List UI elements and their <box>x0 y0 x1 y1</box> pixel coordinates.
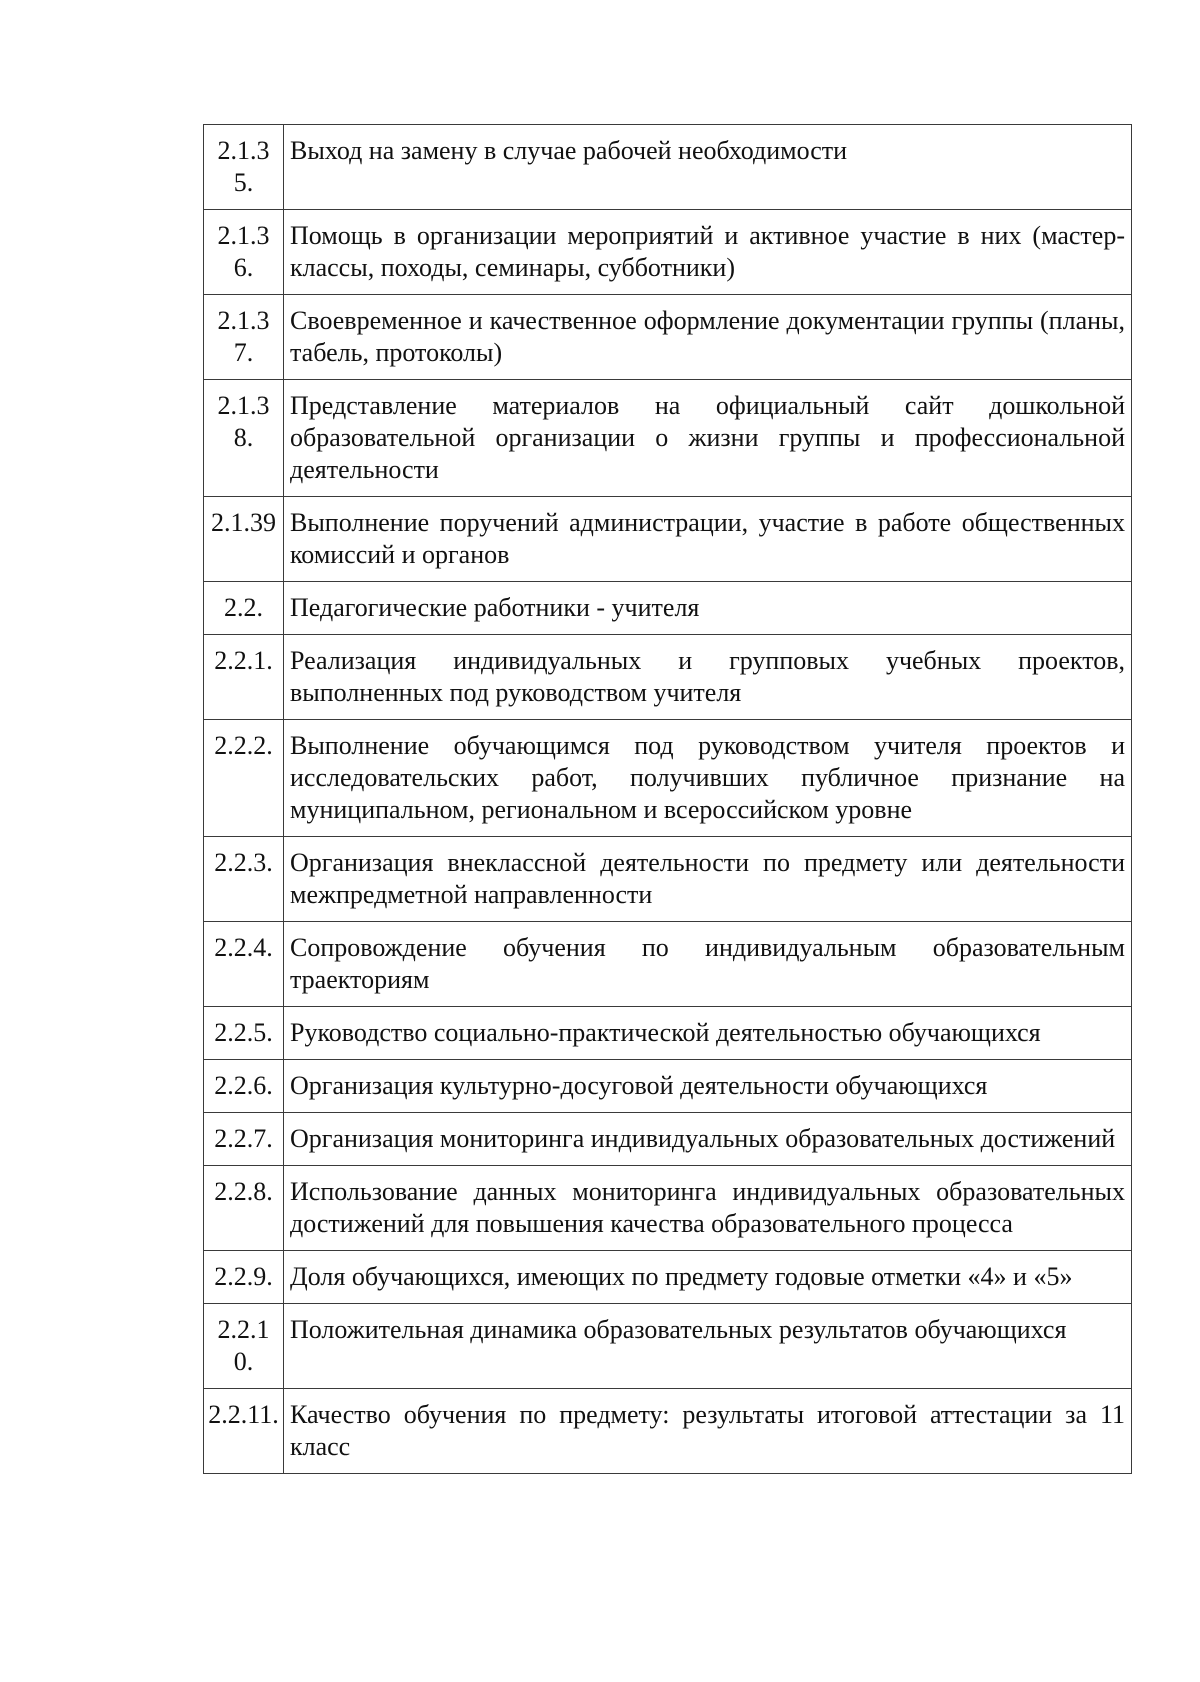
item-text: Руководство социально-практической деятельностью обучающихся <box>284 1007 1132 1060</box>
item-text: Организация внеклассной деятельности по предмету или деятельности межпредметной направленности <box>284 837 1132 922</box>
item-text: Выход на замену в случае рабочей необходимости <box>284 125 1132 210</box>
table-row-section-header <box>204 582 1132 635</box>
criteria-table <box>203 124 1132 1474</box>
item-number: 2.1.36. <box>204 210 284 295</box>
item-number: 2.2.8. <box>204 1166 284 1251</box>
section-number: 2.2. <box>204 582 284 635</box>
table-row <box>204 1113 1132 1166</box>
table-row <box>204 1007 1132 1060</box>
item-text: Использование данных мониторинга индивидуальных образовательных достижений для повышения качества образовательного процесса <box>284 1166 1132 1251</box>
table-row <box>204 295 1132 380</box>
item-number: 2.1.39 <box>204 497 284 582</box>
table-row <box>204 210 1132 295</box>
item-number: 2.2.3. <box>204 837 284 922</box>
item-text: Положительная динамика образовательных результатов обучающихся <box>284 1304 1132 1389</box>
table-row <box>204 1389 1132 1474</box>
item-text: Своевременное и качественное оформление документации группы (планы, табель, протоколы) <box>284 295 1132 380</box>
item-number: 2.2.7. <box>204 1113 284 1166</box>
item-text: Сопровождение обучения по индивидуальным образовательным траекториям <box>284 922 1132 1007</box>
item-text: Организация мониторинга индивидуальных образовательных достижений <box>284 1113 1132 1166</box>
table-row <box>204 720 1132 837</box>
item-number: 2.2.1. <box>204 635 284 720</box>
item-number: 2.2.4. <box>204 922 284 1007</box>
table-row <box>204 125 1132 210</box>
section-title: Педагогические работники - учителя <box>284 582 1132 635</box>
item-text: Выполнение обучающимся под руководством учителя проектов и исследовательских работ, получивших публичное признание на муниципальном, региональном и всероссийском уровне <box>284 720 1132 837</box>
table-row <box>204 635 1132 720</box>
table-row <box>204 922 1132 1007</box>
item-text: Качество обучения по предмету: результаты итоговой аттестации за 11 класс <box>284 1389 1132 1474</box>
item-text: Реализация индивидуальных и групповых учебных проектов, выполненных под руководством учителя <box>284 635 1132 720</box>
item-number: 2.2.5. <box>204 1007 284 1060</box>
item-text: Организация культурно-досуговой деятельности обучающихся <box>284 1060 1132 1113</box>
table-row <box>204 380 1132 497</box>
item-number: 2.2.2. <box>204 720 284 837</box>
item-number: 2.2.11. <box>204 1389 284 1474</box>
item-number: 2.1.38. <box>204 380 284 497</box>
item-number: 2.1.35. <box>204 125 284 210</box>
table-row <box>204 1304 1132 1389</box>
item-number: 2.2.9. <box>204 1251 284 1304</box>
item-text: Помощь в организации мероприятий и активное участие в них (мастер-классы, походы, семинары, субботники) <box>284 210 1132 295</box>
table-row <box>204 1166 1132 1251</box>
table-row <box>204 497 1132 582</box>
item-text: Представление материалов на официальный сайт дошкольной образовательной организации о жизни группы и профессиональной деятельности <box>284 380 1132 497</box>
item-number: 2.2.10. <box>204 1304 284 1389</box>
table-row <box>204 837 1132 922</box>
item-number: 2.2.6. <box>204 1060 284 1113</box>
table-row <box>204 1060 1132 1113</box>
item-text: Выполнение поручений администрации, участие в работе общественных комиссий и органов <box>284 497 1132 582</box>
item-text: Доля обучающихся, имеющих по предмету годовые отметки «4» и «5» <box>284 1251 1132 1304</box>
item-number: 2.1.37. <box>204 295 284 380</box>
table-row <box>204 1251 1132 1304</box>
